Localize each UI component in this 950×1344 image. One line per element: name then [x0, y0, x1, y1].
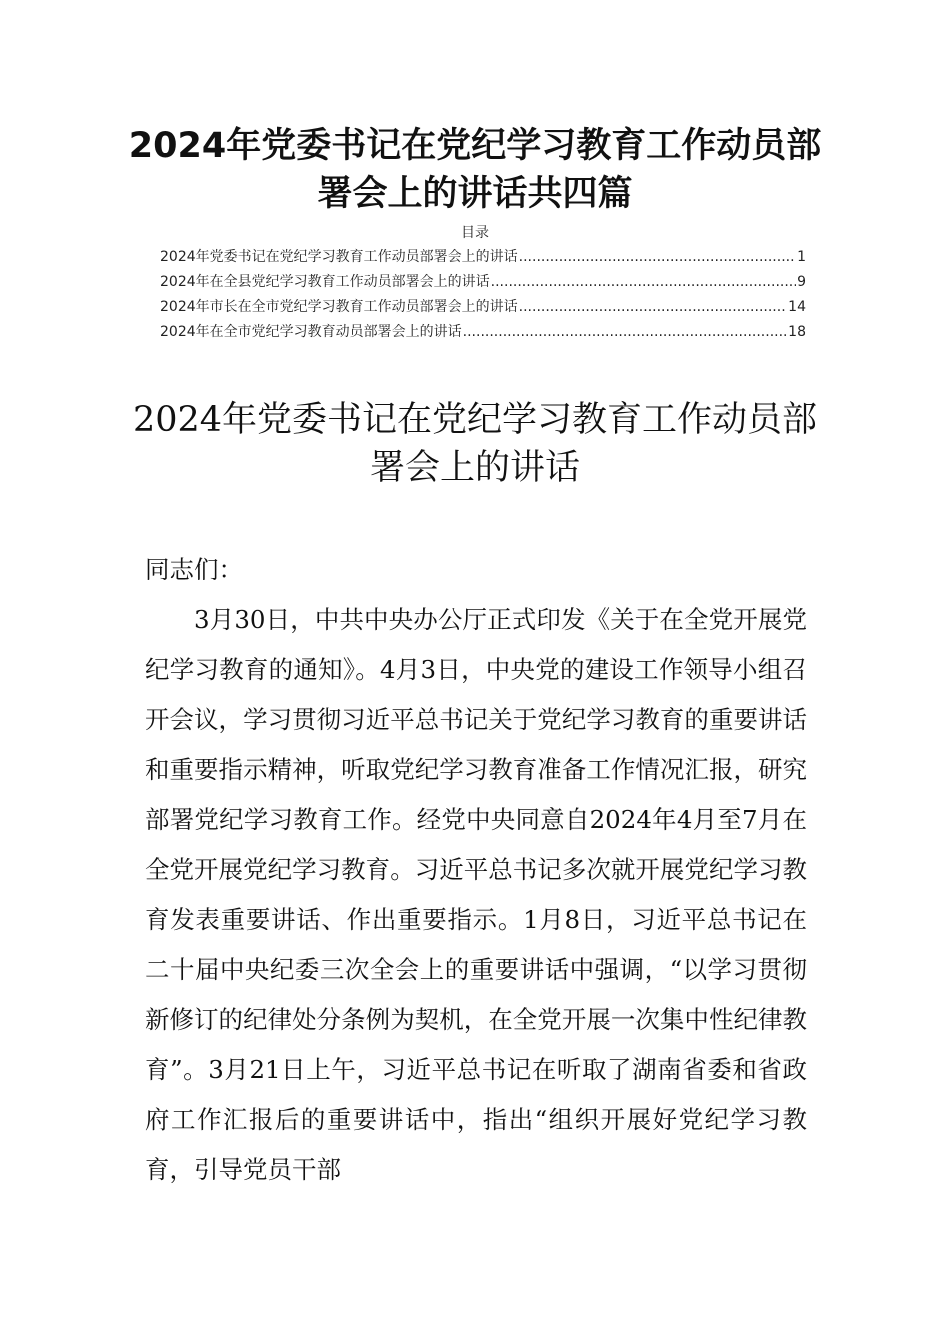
section-title: 2024年党委书记在党纪学习教育工作动员部署会上的讲话: [132, 400, 818, 488]
body-paragraph: 3月30日，中共中央办公厅正式印发《关于在全党开展党纪学习教育的通知》。4月3日，中央党的建设工作领导小组召开会议，学习贯彻习近平总书记关于党纪学习教育的重要讲话和重要指示精神，听取党纪学习教育准备工作情况汇报，研究部署党纪学习教育工作。经党中央同意自2024年4月至7月在全党开展党纪学习教育。习近平总书记多次就开展党纪学习教育发表重要讲话、作出重要指示。1月8日，习近平总书记在二十届中央纪委三次全会上的重要讲话中强调，“以学习贯彻新修订的纪律处分条例为契机，在全党开展一次集中性纪律教育”。3月21日上午，习近平总书记在听取了湖南省委和省政府工作汇报后的重要讲话中，指出“组织开展好党纪学习教育，引导党员干部: [145, 605, 807, 1184]
toc-entry-page: 9: [797, 274, 806, 290]
toc-entry[interactable]: [160, 270, 806, 295]
document-main-title: 2024年党委书记在党纪学习教育工作动员部署会上的讲话共四篇: [128, 126, 822, 214]
toc-heading: 目录: [461, 225, 489, 241]
document-body: [145, 545, 807, 1195]
toc-entry-title: 2024年在全县党纪学习教育工作动员部署会上的讲话: [160, 274, 490, 290]
toc-entry-title: 2024年在全市党纪学习教育动员部署会上的讲话: [160, 324, 462, 340]
salutation: 同志们：: [145, 555, 243, 584]
toc-entry[interactable]: [160, 245, 806, 270]
toc-entry[interactable]: [160, 320, 806, 345]
toc-entry-title: 2024年党委书记在党纪学习教育工作动员部署会上的讲话: [160, 249, 518, 265]
toc-leader-dots: [491, 270, 796, 295]
toc-leader-dots: [519, 295, 788, 320]
toc-entry[interactable]: [160, 295, 806, 320]
toc-entry-page: 14: [788, 299, 806, 315]
toc-leader-dots: [519, 245, 796, 270]
toc-entry-title: 2024年市长在全市党纪学习教育工作动员部署会上的讲话: [160, 299, 518, 315]
toc-leader-dots: [463, 320, 788, 345]
table-of-contents: [160, 245, 806, 345]
toc-entry-page: 18: [788, 324, 806, 340]
toc-entry-page: 1: [797, 249, 806, 265]
